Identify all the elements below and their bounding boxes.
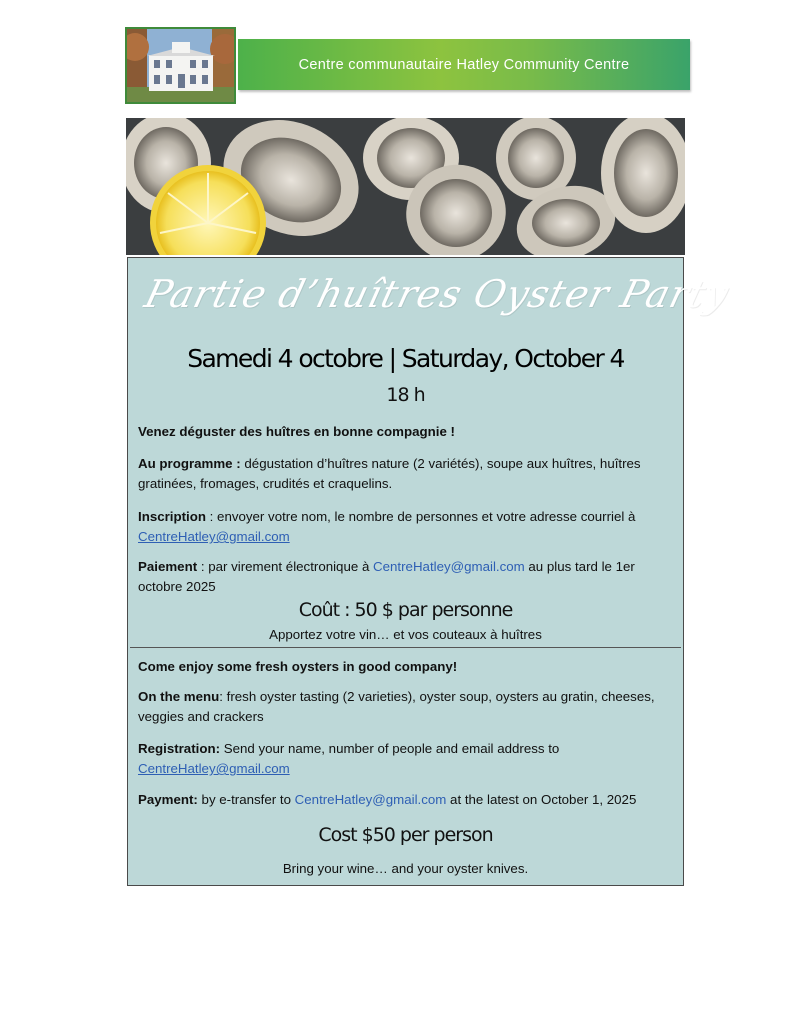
french-program: Au programme : dégustation d’huîtres nature (2 variétés), soupe aux huîtres, huîtres gratinées, fromages, crudités et craquelins. (138, 456, 641, 491)
header-banner (238, 39, 690, 90)
french-bring-note: Apportez votre vin… et vos couteaux à huîtres (269, 627, 542, 642)
english-intro: Come enjoy some fresh oysters in good company! (138, 659, 458, 674)
english-registration-email-link[interactable]: CentreHatley@gmail.com (138, 761, 290, 776)
event-time: 18 h (386, 384, 425, 406)
french-intro: Venez déguster des huîtres en bonne compagnie ! (138, 424, 455, 439)
french-payment: Paiement : par virement électronique à CentreHatley@gmail.com au plus tard le 1er octobre 2025 (138, 559, 635, 594)
english-bring-note: Bring your wine… and your oyster knives. (282, 861, 529, 876)
community-centre-logo (125, 27, 236, 104)
oysters-lemon-photo (126, 118, 685, 255)
english-menu: On the menu: fresh oyster tasting (2 varieties), oyster soup, oysters au gratin, cheeses, veggies and crackers (138, 689, 655, 724)
event-title: Partie d’huîtres Oyster Party (140, 272, 734, 316)
english-registration: Registration: Send your name, number of people and email address to CentreHatley@gmail.com (138, 741, 560, 776)
event-panel (127, 257, 734, 886)
english-payment-email-link[interactable]: CentreHatley@gmail.com (294, 792, 447, 807)
banner-title: Centre communautaire Hatley Community Centre (298, 56, 630, 73)
french-registration-email-link[interactable]: CentreHatley@gmail.com (138, 529, 290, 544)
community-centre-building-photo (127, 29, 234, 102)
english-payment: Payment: by e-transfer to CentreHatley@gmail.com at the latest on October 1, 2025 (138, 792, 637, 807)
french-registration: Inscription : envoyer votre nom, le nombre de personnes et votre adresse courriel à CentreHatley@gmail.com (138, 509, 636, 544)
french-cost: Coût : 50 $ par personne (298, 599, 513, 621)
event-date: Samedi 4 octobre | Saturday, October 4 (187, 344, 624, 373)
english-cost: Cost $50 per person (318, 824, 493, 846)
french-payment-email-link[interactable]: CentreHatley@gmail.com (373, 559, 525, 574)
language-divider (130, 647, 681, 648)
